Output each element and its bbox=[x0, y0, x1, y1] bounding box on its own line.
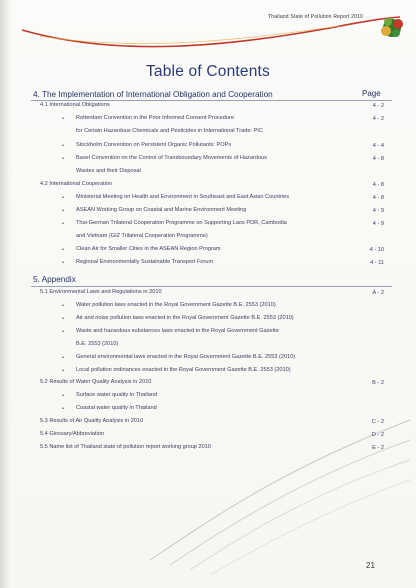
page-title: Table of Contents bbox=[145, 63, 271, 80]
bullet-icon: • bbox=[62, 316, 64, 322]
toc-page: 4 - 8 bbox=[372, 182, 384, 188]
page-column-header: Page bbox=[362, 89, 381, 98]
toc-entry: 5.3 Results of Air Quality Analysis in 2010 bbox=[40, 418, 144, 424]
section-5-heading: 5. Appendix bbox=[33, 275, 76, 284]
bullet-icon: • bbox=[62, 195, 64, 201]
header-swoosh-gold bbox=[40, 26, 340, 44]
bullet-icon: • bbox=[62, 393, 64, 399]
toc-page: 4 - 9 bbox=[372, 208, 384, 214]
bullet-icon: • bbox=[62, 329, 64, 335]
toc-entry: Thai-German Trilateral Cooperation Programme on Supporting Laos PDR, Cambodia bbox=[76, 220, 287, 226]
toc-page: E - 2 bbox=[372, 445, 384, 451]
bullet-icon: • bbox=[62, 406, 64, 412]
toc-page: D - 2 bbox=[371, 432, 384, 438]
toc-page: 4 - 2 bbox=[372, 116, 384, 122]
bullet-icon: • bbox=[62, 143, 64, 149]
toc-page: 4 - 4 bbox=[372, 143, 384, 149]
report-header: Thailand State of Pollution Report 2010 bbox=[268, 14, 364, 20]
toc-entry-continued: for Certain Hazardous Chemicals and Pesticides in International Trade: PIC bbox=[76, 128, 263, 134]
bullet-icon: • bbox=[62, 221, 64, 227]
toc-entry-continued: Wastes and their Disposal bbox=[76, 168, 141, 174]
bullet-icon: • bbox=[62, 303, 64, 309]
toc-page: 4 - 8 bbox=[372, 195, 384, 201]
toc-page: 4 - 10 bbox=[369, 247, 384, 253]
toc-entry: Rotterdam Convention in the Prior Informed Consent Procedure bbox=[76, 115, 234, 121]
footer-swoosh-4 bbox=[210, 480, 410, 575]
toc-entry: 4.1 International Obligations bbox=[40, 102, 110, 108]
toc-page: 4 - 8 bbox=[372, 156, 384, 162]
toc-entry-continued: and Vietnam (GIZ Trilateral Cooperation Programme) bbox=[76, 233, 208, 239]
toc-entry: 5.5 Name list of Thailand state of pollution report working group 2010 bbox=[40, 444, 211, 450]
toc-entry: Stockholm Convention on Persistent Organic Pollutants: POPs bbox=[76, 142, 232, 148]
toc-entry: Air and noise pollution laws enacted in the Royal Government Gazette B.E. 2553 (2010) bbox=[76, 315, 294, 321]
bullet-icon: • bbox=[62, 260, 64, 266]
footer-swoosh-2 bbox=[170, 440, 410, 565]
toc-entry: 5.1 Environmental Laws and Regulations in 2010 bbox=[40, 289, 162, 295]
toc-entry: Ministerial Meeting on Health and Environment in Southeast and East Asian Countries bbox=[76, 194, 289, 200]
toc-entry: 5.4 Glossary/Abbreviation bbox=[40, 431, 105, 437]
toc-entry: Coastal water quality in Thailand bbox=[76, 405, 157, 411]
toc-entry: Waste and hazardous substances laws enacted in the Royal Government Gazette bbox=[76, 328, 279, 334]
section-5-rule bbox=[31, 286, 392, 287]
toc-entry-continued: B.E. 2553 (2010) bbox=[76, 341, 119, 347]
toc-page: A - 2 bbox=[372, 290, 384, 296]
toc-entry: Water pollution laws enacted in the Royal Government Gazette B.E. 2553 (2010) bbox=[76, 302, 276, 308]
section-4-heading: 4. The Implementation of International Obligation and Cooperation bbox=[33, 90, 273, 99]
toc-page: B - 2 bbox=[372, 380, 384, 386]
toc-entry: Surface water quality in Thailand bbox=[76, 392, 158, 398]
bullet-icon: • bbox=[62, 247, 64, 253]
toc-entry: Regional Environmentally Sustainable Transport Forum bbox=[76, 259, 214, 265]
page-number: 21 bbox=[366, 561, 375, 570]
footer-swoosh-3 bbox=[190, 460, 410, 570]
bullet-icon: • bbox=[62, 116, 64, 122]
toc-page: 4 - 11 bbox=[370, 260, 384, 266]
header-swoosh-red bbox=[22, 17, 400, 47]
section-4-rule bbox=[31, 100, 392, 101]
toc-entry: Local pollution ordinances enacted in the Royal Government Gazette B.E. 2553 (2010) bbox=[76, 367, 291, 373]
toc-entry: 5.2 Results of Water Quality Analysis in 2010 bbox=[40, 379, 152, 385]
toc-entry: ASEAN Working Group on Coastal and Marine Environment Meeting bbox=[76, 207, 247, 213]
toc-entry: 4.2 International Cooperation bbox=[40, 181, 113, 187]
bullet-icon: • bbox=[62, 208, 64, 214]
toc-entry: General environmental laws enacted in the Royal Government Gazette B.E. 2553 (2010) bbox=[76, 354, 296, 360]
toc-entry: Clean Air for Smaller Cities in the ASEAN Region Program bbox=[76, 246, 221, 252]
bullet-icon: • bbox=[62, 156, 64, 162]
toc-page: 4 - 2 bbox=[372, 103, 384, 109]
footer-swoosh-1 bbox=[150, 420, 410, 560]
toc-page: 4 - 9 bbox=[372, 221, 384, 227]
bullet-icon: • bbox=[62, 368, 64, 374]
leaf-logo-icon bbox=[381, 18, 403, 37]
toc-entry: Basel Convention on the Control of Transboundary Movements of Hazardous bbox=[76, 155, 267, 161]
toc-page: C - 2 bbox=[371, 419, 384, 425]
bullet-icon: • bbox=[62, 355, 64, 361]
